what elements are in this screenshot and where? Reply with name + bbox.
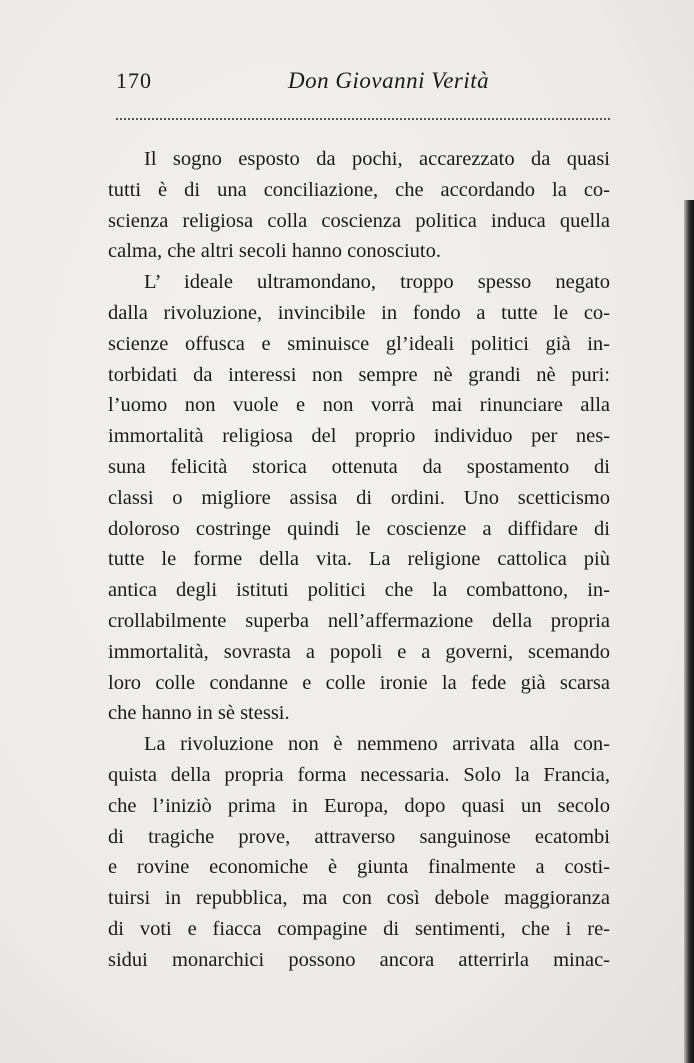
text-line: l’uomo non vuole e non vorrà mai rinunciare alla — [108, 394, 610, 417]
text-line: crollabilmente superba nell’affermazione della propria — [108, 609, 610, 632]
text-line: tutte le forme della vita. La religione cattolica più — [108, 548, 610, 571]
text-line: doloroso costringe quindi le coscienze a diffidare di — [108, 517, 610, 540]
text-line: di voti e fiacca compagine di sentimenti, che i re- — [108, 917, 610, 940]
text-line: sidui monarchici possono ancora atterrirla minac- — [108, 948, 610, 971]
text-line: torbidati da interessi non sempre nè grandi nè puri: — [108, 363, 610, 386]
text-line: La rivoluzione non è nemmeno arrivata alla con- — [144, 733, 610, 756]
page-number: 170 — [116, 68, 152, 93]
text-line: tuirsi in repubblica, ma con così debole maggioranza — [108, 887, 610, 910]
text-line: immortalità, sovrasta a popoli e a governi, scemando — [108, 640, 610, 663]
text-line: classi o migliore assisa di ordini. Uno scetticismo — [108, 486, 610, 509]
text-line: che hanno in sè stessi. — [108, 702, 290, 725]
text-line: calma, che altri secoli hanno conosciuto. — [108, 240, 442, 263]
text-line: tutti è di una conciliazione, che accordando la co- — [108, 178, 610, 201]
text-line: Il sogno esposto da pochi, accarezzato da quasi — [144, 148, 610, 170]
text-line: di tragiche prove, attraverso sanguinose ecatombi — [108, 825, 610, 848]
body-text — [108, 144, 610, 976]
page-header — [116, 68, 610, 102]
text-line: suna felicità storica ottenuta da spostamento di — [108, 455, 610, 478]
header-rule — [116, 118, 610, 120]
text-line: quista della propria forma necessaria. Solo la Francia, — [108, 763, 610, 786]
page-edge-shadow — [684, 200, 694, 1063]
text-line: antica degli istituti politici che la combattono, in- — [108, 579, 610, 602]
text-line: scienza religiosa colla coscienza politica induca quella — [108, 209, 610, 232]
text-line: loro colle condanne e colle ironie la fede già scarsa — [108, 671, 610, 694]
running-title: Don Giovanni Verità — [288, 68, 490, 93]
text-line: e rovine economiche è giunta finalmente a costi- — [108, 856, 610, 879]
text-line: scienze offusca e sminuisce gl’ideali politici già in- — [108, 332, 610, 355]
text-line: dalla rivoluzione, invincibile in fondo a tutte le co- — [108, 301, 610, 324]
text-line: immortalità religiosa del proprio individuo per nes- — [108, 425, 610, 448]
text-line: che l’iniziò prima in Europa, dopo quasi un secolo — [108, 794, 610, 817]
text-line: L’ ideale ultramondano, troppo spesso negato — [144, 271, 610, 294]
